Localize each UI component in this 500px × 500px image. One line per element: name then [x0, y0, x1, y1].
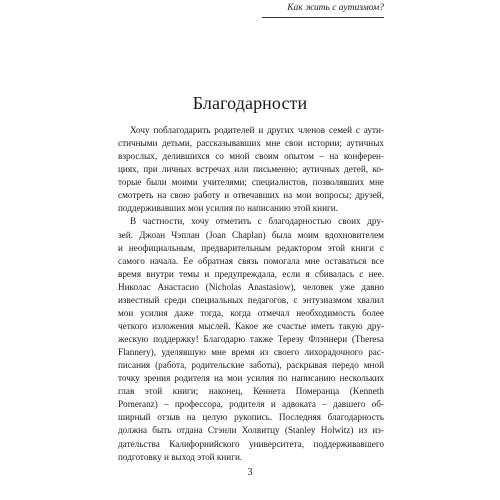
- text-line: торые были моими учителями; специалистов, позволявших мне: [118, 177, 384, 188]
- text-line: мои усилия даже тогда, когда отмечал необходимость более: [118, 307, 384, 318]
- text-line: стичными детьми, рассказывавших мне свои истории; аутичных: [118, 138, 384, 149]
- text-line: известный среди специальных педагогов, с энтузиазмом хвалил: [118, 294, 384, 305]
- text-line: зей. Джоан Чэплан (Joan Chaplan) была моим вдохновителем: [118, 229, 384, 240]
- text-line: Николас Анастасио (Nicholas Anastasiow), человек уже давно: [118, 281, 384, 292]
- running-head: Как жить с аутизмом?: [287, 3, 384, 13]
- body-text: [118, 124, 384, 464]
- text-line: Хочу поблагодарить родителей и других членов семей с аути-: [130, 125, 384, 135]
- chapter-title: Благодарности: [192, 93, 308, 113]
- text-line: глав этой книги; наконец, Кеннета Померанца (Kenneth: [118, 386, 384, 397]
- text-line: Flannery), уделявшую мне время из своего лихорадочного рас-: [118, 347, 384, 358]
- text-line: дательства Калифорнийского университета, поддерживавшего: [118, 438, 384, 449]
- text-line: Pomeranz) – профессора, родителя и адвоката – давшего об-: [118, 399, 384, 410]
- text-line: подготовку и выход этой книги.: [118, 451, 243, 462]
- text-line: смотреть на свою работу и отвечавших на мои вопросы; друзей,: [118, 190, 384, 201]
- text-line: поддерживавших мои усилия по написанию этой книги.: [118, 203, 338, 214]
- paragraph-2: [118, 215, 384, 463]
- text-line: четкого изложения мыслей. Какое же счастье иметь такую дру-: [118, 320, 384, 331]
- text-line: писания (работа, родительские заботы), раскрывая передо мной: [118, 360, 384, 371]
- text-line: точку зрения родителя на мои усилия по написанию нескольких: [118, 373, 384, 384]
- text-line: должна быть отдана Стэнли Холвитцу (Stanley Holwitz) из из-: [118, 425, 384, 436]
- text-line: самого начала. Ее обратная связь помогала мне оставаться все: [118, 255, 384, 266]
- running-head-rule: [262, 17, 384, 18]
- text-line: жескую поддержку! Благодарю также Терезу Флэннери (Theresa: [118, 334, 384, 344]
- text-line: В частности, хочу отметить с благодарностью своих дру-: [130, 216, 384, 227]
- text-line: взрослых, делившихся со мной своим опытом – на конферен-: [118, 151, 384, 162]
- text-line: ширный отзыв на целую рукопись. Последняя благодарность: [118, 412, 384, 423]
- text-line: время внутри темы и предупреждала, если я сбивалась с нее.: [118, 268, 384, 279]
- text-line: и неофициальным, предварительным редактором этой книги с: [118, 242, 384, 253]
- text-line: циях, при личных встречах или письменно; аутичных детей, ко-: [118, 164, 384, 175]
- paragraph-1: [118, 124, 384, 215]
- page-number: 3: [247, 467, 253, 478]
